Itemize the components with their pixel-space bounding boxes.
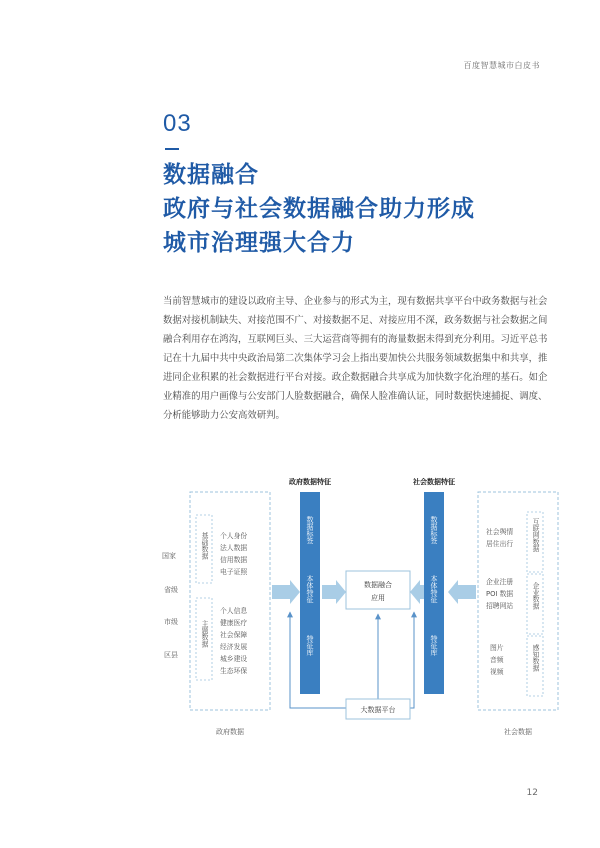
soc-data-box xyxy=(478,492,558,710)
gov-item: 生态环保 xyxy=(220,667,248,675)
soc-item: 企业注册 xyxy=(486,578,514,586)
body-line: 进同企业积累的社会数据进行平台对接。政企数据融合共享成为加快数字化治理的基石。如企 xyxy=(163,372,548,383)
gov-item: 个人信息 xyxy=(220,607,248,615)
soc-item: 招聘网站 xyxy=(486,602,514,610)
arrow-right-icon xyxy=(322,580,346,604)
chapter-title-line: 数据融合 xyxy=(163,162,259,188)
body-line: 记在十九届中共中央政治局第二次集体学习会上指出要加快公共服务领域数据集中和共享，推 xyxy=(163,353,548,364)
gov-item: 社会保障 xyxy=(220,631,248,639)
gov-data-label: 政府数据 xyxy=(216,728,244,736)
soc-item: 社会舆情 xyxy=(486,528,514,536)
chapter-title-line: 政府与社会数据融合助力形成 xyxy=(163,196,475,222)
soc-bar-bottom: 特征库 xyxy=(430,635,438,656)
gov-item: 个人身份 xyxy=(220,532,248,540)
gov-group-label: 主题数据 xyxy=(200,620,208,648)
fusion-box-line: 应用 xyxy=(371,594,385,602)
gov-data-box xyxy=(190,492,270,710)
soc-group-label: 企业数据 xyxy=(531,582,539,610)
soc-item: 视频 xyxy=(490,668,504,676)
arrow-left-icon xyxy=(448,580,476,604)
gov-item: 信用数据 xyxy=(220,556,248,564)
gov-item: 经济发展 xyxy=(220,643,248,651)
platform-label: 大数据平台 xyxy=(360,706,396,714)
body-line: 数据对接机制缺失、对接范围不广、对接数据不足、对接应用不深，政务数据与社会数据之间 xyxy=(163,315,548,326)
gov-item: 法人数据 xyxy=(220,544,248,552)
chapter-number: 03 xyxy=(163,110,192,137)
soc-item: 音频 xyxy=(490,656,504,664)
gov-group-label: 基础数据 xyxy=(200,532,208,560)
level-label: 省级 xyxy=(164,586,178,594)
platform-line-right xyxy=(378,612,414,708)
header-title: 百度智慧城市白皮书 xyxy=(463,61,540,70)
chapter-title-line: 城市治理强大合力 xyxy=(163,230,355,256)
page-number: 12 xyxy=(526,788,538,798)
level-label: 区县 xyxy=(164,651,178,659)
arrow-right-icon xyxy=(272,580,300,604)
gov-item: 健康医疗 xyxy=(220,619,248,627)
soc-bar-top: 数据标签 xyxy=(430,516,438,544)
gov-bar-top: 数据标签 xyxy=(306,516,314,544)
level-label: 国家 xyxy=(162,552,176,560)
gov-bar-mid: 本体特征 xyxy=(306,575,314,603)
body-line: 分析能够助力公安高效研判。 xyxy=(163,410,285,421)
soc-data-label: 社会数据 xyxy=(504,728,532,736)
fusion-box-line: 数据融合 xyxy=(364,581,392,589)
gov-item: 电子证照 xyxy=(220,568,248,576)
body-line: 业精准的用户画像与公安部门人脸数据融合，确保人脸准确认证，同时数据快速捕捉、调度、 xyxy=(163,391,548,402)
soc-item: 图片 xyxy=(490,644,504,652)
gov-bar-bottom: 特征库 xyxy=(306,635,314,656)
soc-group-label: 感知数据 xyxy=(531,644,539,672)
level-label: 市级 xyxy=(164,618,178,626)
fusion-box xyxy=(346,571,410,609)
gov-item: 城乡建设 xyxy=(220,655,248,663)
soc-bar-mid: 本体特征 xyxy=(430,575,438,603)
body-line: 融合利用存在鸿沟，互联网巨头、三大运营商等拥有的海量数据未得到充分利用。习近平总书 xyxy=(163,334,548,345)
arrow-left-icon xyxy=(410,580,424,604)
body-line: 当前智慧城市的建设以政府主导、企业参与的形式为主，现有数据共享平台中政务数据与社会 xyxy=(163,296,548,307)
soc-item: POI 数据 xyxy=(486,590,514,598)
soc-group-label: 互联网数据 xyxy=(531,518,539,552)
soc-feature-title: 社会数据特征 xyxy=(413,478,455,486)
soc-item: 居住出行 xyxy=(486,540,514,548)
gov-feature-title: 政府数据特征 xyxy=(289,478,331,486)
